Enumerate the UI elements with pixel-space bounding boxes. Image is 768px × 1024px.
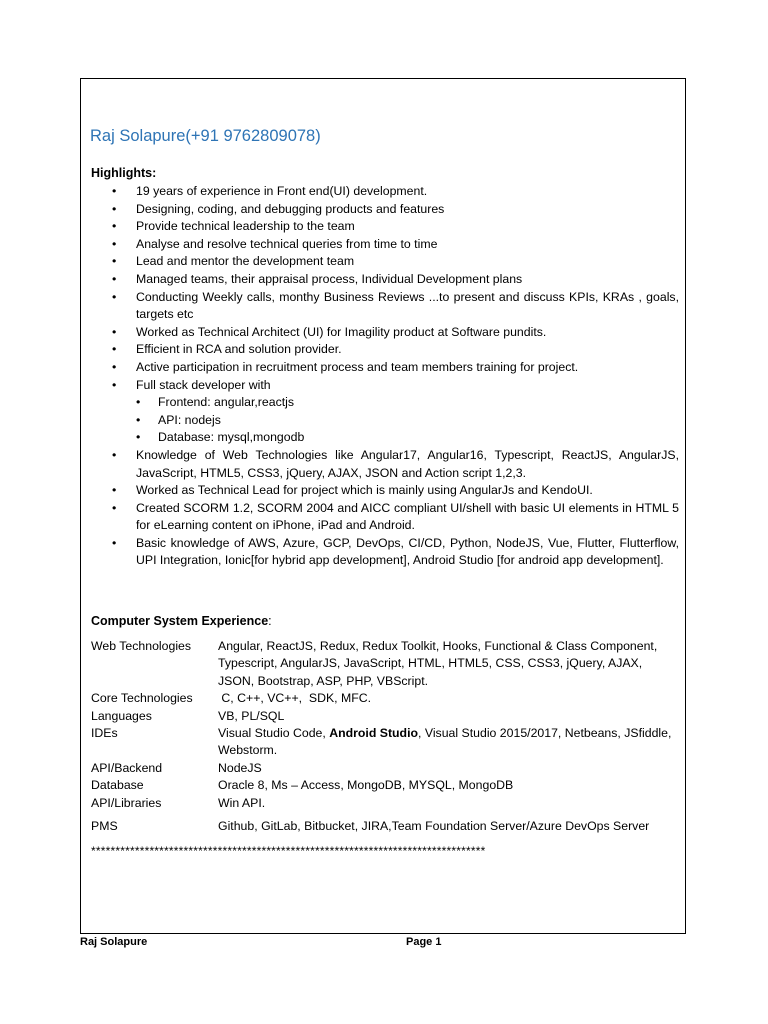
- sub-list-item: • API: nodejs: [136, 412, 679, 430]
- skill-row-languages: [91, 708, 681, 725]
- list-item: • Created SCORM 1.2, SCORM 2004 and AICC compliant UI/shell with basic UI elements in HTML 5 for eLearning content on iPhone, iPad and Android.: [91, 500, 679, 535]
- sub-list-item: • Frontend: angular,reactjs: [136, 394, 679, 412]
- ides-value-post: , Visual Studio 2015/2017, Netbeans, JSfiddle, Webstorm.: [218, 726, 672, 758]
- skill-label: Database: [91, 778, 144, 793]
- footer-page-number: Page 1: [406, 936, 442, 948]
- sub-list-item: • Database: mysql,mongodb: [136, 429, 679, 447]
- skill-row-core-technologies: [91, 690, 681, 707]
- highlights-list: [91, 183, 679, 570]
- list-item: • Managed teams, their appraisal process, Individual Development plans: [91, 271, 679, 289]
- skill-row-api-backend: [91, 760, 681, 777]
- list-item: • Provide technical leadership to the team: [91, 218, 679, 236]
- skill-row-pms: [91, 818, 681, 835]
- list-item: • Efficient in RCA and solution provider.: [91, 341, 679, 359]
- highlights-title: Highlights:: [91, 166, 157, 180]
- system-experience-title: [91, 614, 272, 628]
- list-item: • Basic knowledge of AWS, Azure, GCP, DevOps, CI/CD, Python, NodeJS, Vue, Flutter, Flutterflow, UPI Integration, Ionic[for hybrid app development], Android Studio [for android app development].: [91, 535, 679, 570]
- skill-label: PMS: [91, 819, 118, 834]
- skills-table: [91, 638, 681, 835]
- skill-value: Oracle 8, Ms – Access, MongoDB, MYSQL, MongoDB: [218, 778, 514, 793]
- skill-row-api-libraries: [91, 795, 681, 812]
- skill-row-web-technologies: [91, 638, 681, 690]
- list-item: • Knowledge of Web Technologies like Angular17, Angular16, Typescript, ReactJS, AngularJS, JavaScript, HTML5, CSS3, jQuery, AJAX, JSON and Action script 1,2,3.: [91, 447, 679, 482]
- list-item: • Lead and mentor the development team: [91, 253, 679, 271]
- list-item-fullstack: [91, 377, 679, 447]
- system-experience-title-colon: :: [268, 614, 272, 628]
- footer-name: Raj Solapure: [80, 936, 148, 948]
- ides-value-bold: Android Studio: [329, 726, 418, 741]
- skill-value: C, C++, VC++, SDK, MFC.: [218, 691, 372, 706]
- skill-value: Win API.: [218, 795, 266, 810]
- fullstack-sub-list: [136, 394, 679, 447]
- list-item: • Analyse and resolve technical queries from time to time: [91, 236, 679, 254]
- skill-label: Web Technologies: [91, 639, 192, 653]
- skill-value: [218, 725, 681, 760]
- skill-value: VB, PL/SQL: [218, 708, 285, 723]
- list-item: • 19 years of experience in Front end(UI) development.: [91, 183, 679, 201]
- skill-label: API/Libraries: [91, 795, 162, 810]
- skill-value: Angular, ReactJS, Redux, Redux Toolkit, Hooks, Functional & Class Component, Typescript, AngularJS, JavaScript, HTML, HTML5, CSS, CSS3, jQuery, AJAX, JSON, Bootstrap, ASP, PHP, VBScript.: [218, 639, 658, 688]
- list-item: • Worked as Technical Architect (UI) for Imagility product at Software pundits.: [91, 324, 679, 342]
- list-item: • Conducting Weekly calls, monthy Business Reviews ...to present and discuss KPIs, KRAs , goals, targets etc: [91, 289, 679, 324]
- resume-name-heading: Raj Solapure(+91 9762809078): [90, 127, 321, 145]
- skill-label: IDEs: [91, 726, 118, 741]
- ides-value-pre: Visual Studio Code,: [218, 726, 330, 741]
- list-item: • Designing, coding, and debugging products and features: [91, 201, 679, 219]
- skill-value: NodeJS: [218, 760, 262, 775]
- list-item: • Worked as Technical Lead for project which is mainly using AngularJs and KendoUI.: [91, 482, 679, 500]
- fullstack-label: Full stack developer with: [136, 377, 271, 392]
- skill-label: API/Backend: [91, 760, 163, 775]
- skill-row-database: [91, 777, 681, 794]
- skill-label: Languages: [91, 708, 152, 723]
- skill-label: Core Technologies: [91, 691, 193, 706]
- skill-row-ides: [91, 725, 681, 760]
- asterisk-separator: *********************************************************************************: [91, 844, 486, 858]
- skill-value: Github, GitLab, Bitbucket, JIRA,Team Foundation Server/Azure DevOps Server: [218, 819, 650, 834]
- list-item: • Active participation in recruitment process and team members training for project.: [91, 359, 679, 377]
- system-experience-title-text: Computer System Experience: [91, 614, 269, 628]
